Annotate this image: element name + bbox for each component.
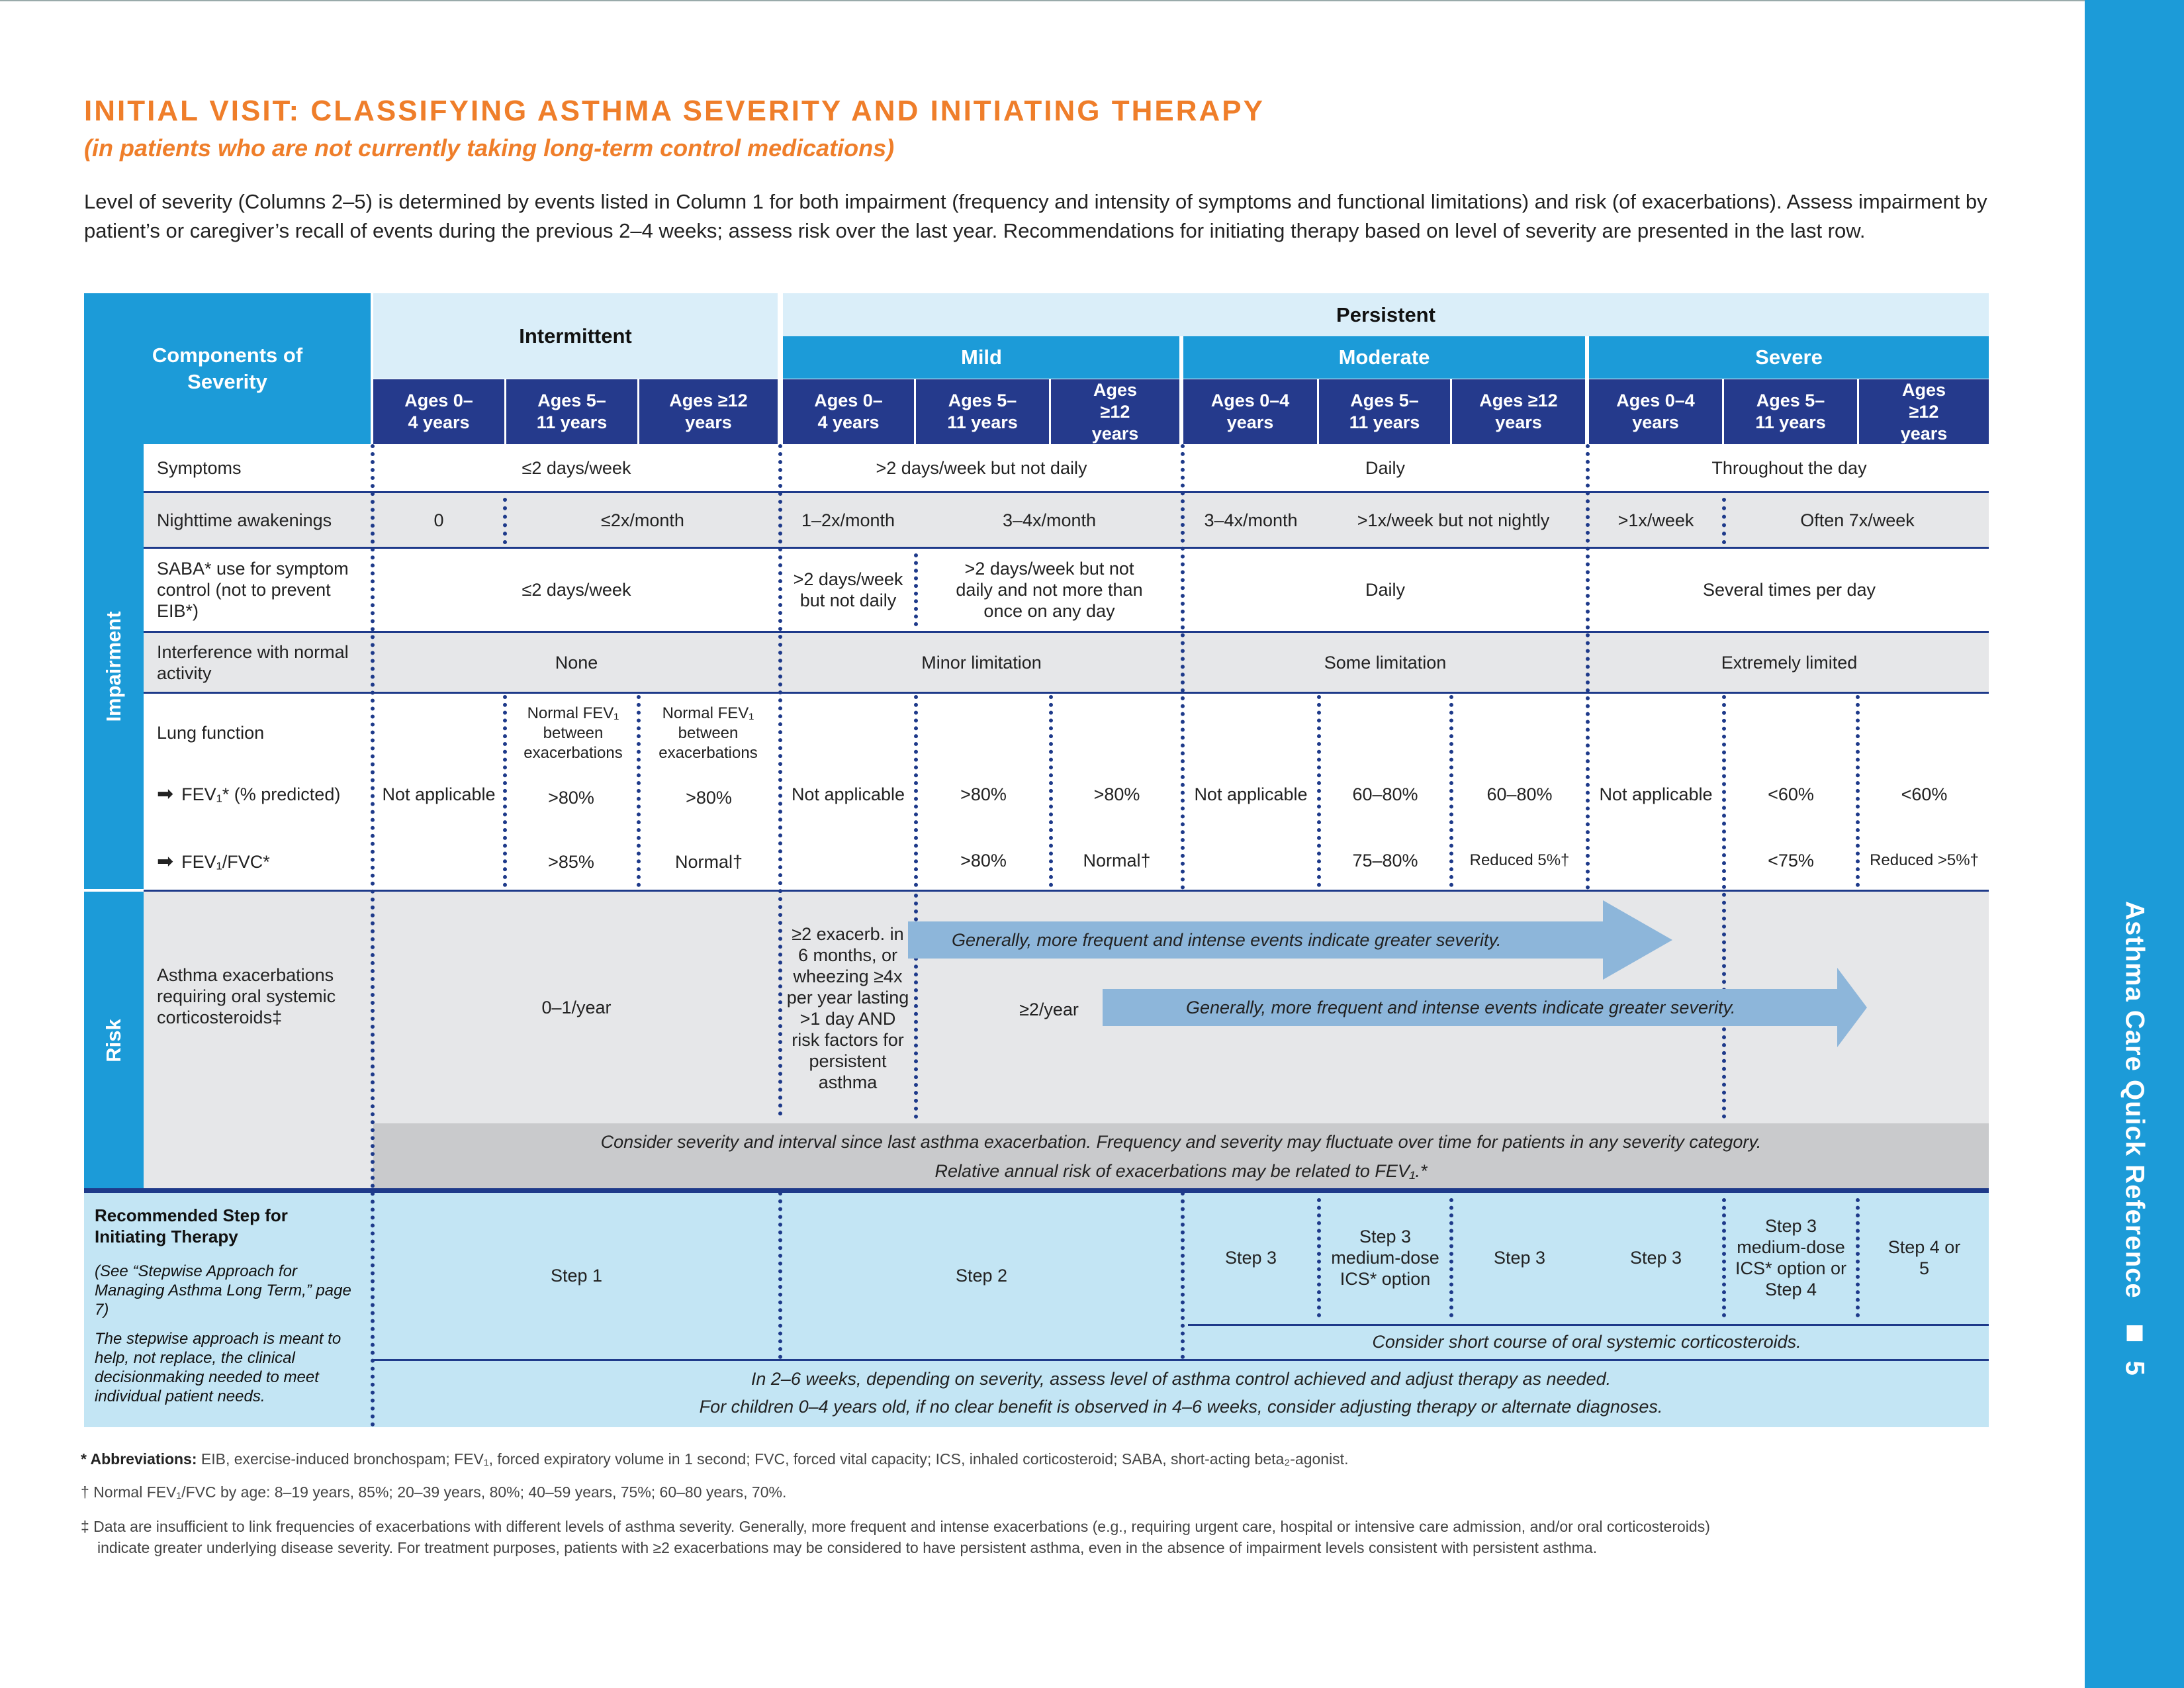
step-intermittent: Step 1 xyxy=(550,1265,603,1286)
fev1-sev-5-11: <60% xyxy=(1768,784,1814,804)
fev1-mild-12: >80% xyxy=(1093,784,1140,804)
step-sev-0-4: Step 3 xyxy=(1629,1248,1682,1268)
symptoms-label: Symptoms xyxy=(157,457,242,478)
age-header: Ages ≥12 years xyxy=(1091,379,1139,444)
risk-intermittent: 0–1/year xyxy=(541,998,612,1017)
abbrev-label: * Abbreviations: xyxy=(81,1450,197,1468)
page-title: INITIAL VISIT: CLASSIFYING ASTHMA SEVERITY AND INITIATING THERAPY xyxy=(84,95,1265,127)
recommend-note-2: The stepwise approach is meant to help, not replace, the clinical decisionmaking needed to meet individual patient needs. xyxy=(95,1330,341,1405)
nighttime-mod-0-4: 3–4x/month xyxy=(1204,510,1298,530)
lung-label: Lung function xyxy=(157,723,265,743)
interference-intermittent: None xyxy=(555,652,598,673)
lung-sev-0-4: Not applicable xyxy=(1599,784,1713,804)
fev1-row-label xyxy=(157,781,369,808)
lung-int-0-4: Not applicable xyxy=(382,784,496,804)
risk-mild-0-4: ≥2 exacerb. in 6 months, or wheezing ≥4x per year lasting >1 day AND risk factors for persistent asthma xyxy=(786,923,909,1092)
symptoms-mild: >2 days/week but not daily xyxy=(876,457,1087,478)
square-bullet-icon xyxy=(2126,1325,2142,1341)
step-sev-5-11: Step 3 medium-dose ICS* option or Step 4 xyxy=(1735,1216,1847,1299)
consider-line-1: Consider severity and interval since last asthma exacerbation. Frequency and severity may fluctuate over time for patients in any severity category. xyxy=(600,1132,1762,1152)
age-header: Ages 5–11 years xyxy=(947,391,1018,432)
short-course-note: Consider short course of oral systemic corticosteroids. xyxy=(1372,1332,1801,1352)
step-sev-12: Step 4 or 5 xyxy=(1888,1237,1961,1278)
step-mod-0-4: Step 3 xyxy=(1224,1248,1277,1268)
moderate-header: Moderate xyxy=(1338,346,1430,369)
fev1-mild-5-11: >80% xyxy=(960,784,1007,804)
nighttime-int-5-12: ≤2x/month xyxy=(601,510,684,530)
components-header: Components of Severity xyxy=(152,344,303,393)
mild-header: Mild xyxy=(961,346,1002,369)
age-header: Ages 0–4 years xyxy=(1616,391,1695,432)
dot-sep xyxy=(1722,695,1726,1119)
recommend-bottom-1: In 2–6 weeks, depending on severity, assess level of asthma control achieved and adjust therapy as needed. xyxy=(751,1369,1612,1389)
intermittent-header: Intermittent xyxy=(519,324,632,348)
nighttime-mod-5-12: >1x/week but not nightly xyxy=(1357,510,1550,530)
fev1-mod-5-11: 60–80% xyxy=(1352,784,1418,804)
top-rule xyxy=(0,0,2085,1)
right-arrow-icon: ➡ xyxy=(157,783,174,805)
saba-severe: Several times per day xyxy=(1702,580,1876,600)
intro-paragraph: Level of severity (Columns 2–5) is determined by events listed in Column 1 for both impairment (frequency and intensity of symptoms and functional limitations) and risk (of exacerbations). Assess impairment by patient’s or caregiver’s recall of events during the previous 2–4 weeks; assess risk over the last year. Recommendations for initiating therapy based on level of severity are presented in the last row. xyxy=(84,190,1987,242)
symptoms-moderate: Daily xyxy=(1365,457,1405,478)
step-mild: Step 2 xyxy=(955,1265,1008,1286)
nighttime-mild-0-4: 1–2x/month xyxy=(801,510,895,530)
hdr-sep xyxy=(778,293,783,444)
age-header: Ages ≥12 years xyxy=(1479,391,1558,432)
nighttime-sev-5-12: Often 7x/week xyxy=(1800,510,1915,530)
page-number: 5 xyxy=(2120,1360,2150,1376)
severity-arrow-2-text: Generally, more frequent and intense events indicate greater severity. xyxy=(1186,998,1736,1017)
step-mod-12: Step 3 xyxy=(1493,1248,1546,1268)
fev1-mod-12: 60–80% xyxy=(1486,784,1553,804)
saba-label: SABA* use for symptom control (not to prevent EIB*) xyxy=(157,559,349,621)
fvc-int-12: Normal† xyxy=(674,852,743,872)
fvc-label: FEV₁/FVC* xyxy=(181,852,270,872)
footnote-ddagger-2: indicate greater underlying disease severity. For treatment purposes, patients with ≥2 exacerbations may be considered to have persistent asthma, even in the absence of impairment levels consistent with persistent asthma. xyxy=(97,1539,1598,1556)
age-header: Ages ≥12 years xyxy=(1900,379,1948,444)
lung-int-normal-5-11: Normal FEV₁ between exacerbations xyxy=(523,704,623,762)
nighttime-mild-5-12: 3–4x/month xyxy=(1002,510,1097,530)
persistent-header: Persistent xyxy=(1336,303,1435,326)
nighttime-int-0-4: 0 xyxy=(433,510,444,530)
fvc-mod-5-11: 75–80% xyxy=(1352,851,1418,870)
fev1-int-12: >80% xyxy=(686,788,732,808)
side-title xyxy=(2120,901,2150,1376)
lung-mod-0-4: Not applicable xyxy=(1194,784,1308,804)
fvc-mild-5-11: >80% xyxy=(960,851,1007,870)
severity-arrow-1-text: Generally, more frequent and intense events indicate greater severity. xyxy=(952,930,1502,950)
fev1-int-5-11: >80% xyxy=(548,788,594,808)
age-header: Ages 5–11 years xyxy=(536,391,608,432)
lung-int-normal-12: Normal FEV₁ between exacerbations xyxy=(659,704,758,762)
side-bar xyxy=(2085,0,2184,1688)
fvc-mod-12: Reduced 5%† xyxy=(1469,851,1570,869)
fvc-int-5-11: >85% xyxy=(548,852,594,872)
age-header: Ages 0–4 years xyxy=(404,391,473,432)
side-title-text: Asthma Care Quick Reference xyxy=(2120,901,2150,1299)
abbrev-text: EIB, exercise-induced bronchospam; FEV₁, forced expiratory volume in 1 second; FVC, forced vital capacity; ICS, inhaled corticosteroid; SABA, short-acting beta₂-agonist. xyxy=(201,1450,1349,1468)
footnote-ddagger-1: ‡ Data are insufficient to link frequencies of exacerbations with different levels of asthma severity. Generally, more frequent and intense exacerbations (e.g., requiring urgent care, hospital or intensive care admission, and/or oral corticosteroids) xyxy=(81,1518,1710,1535)
lung-mild-0-4: Not applicable xyxy=(791,784,905,804)
nighttime-label: Nighttime awakenings xyxy=(157,510,332,530)
age-header: Ages 0–4 years xyxy=(1210,391,1290,432)
fev1-label: FEV₁* (% predicted) xyxy=(181,784,341,804)
interference-mild: Minor limitation xyxy=(921,652,1042,673)
row-line xyxy=(144,692,1989,694)
saba-moderate: Daily xyxy=(1365,580,1405,600)
interference-label: Interference with normal activity xyxy=(157,641,349,683)
saba-mild-0-4: >2 days/week but not daily xyxy=(793,569,903,610)
saba-intermittent: ≤2 days/week xyxy=(522,580,631,600)
impairment-label: Impairment xyxy=(102,611,125,722)
footnote-dagger: † Normal FEV₁/FVC by age: 8–19 years, 85%; 20–39 years, 80%; 40–59 years, 75%; 60–80 years, 70%. xyxy=(81,1483,787,1501)
nighttime-sev-0-4: >1x/week xyxy=(1617,510,1694,530)
risk-label-text: Asthma exacerbations requiring oral systemic corticosteroids‡ xyxy=(157,965,336,1027)
interference-severe: Extremely limited xyxy=(1721,652,1858,673)
recommend-bottom-2: For children 0–4 years old, if no clear benefit is observed in 4–6 weeks, consider adjusting therapy or alternate diagnoses. xyxy=(699,1397,1663,1417)
footnote-abbreviations xyxy=(81,1448,1348,1470)
age-header: Ages 5–11 years xyxy=(1755,391,1826,432)
recommend-title: Recommended Step for Initiating Therapy xyxy=(95,1205,288,1246)
symptoms-severe: Throughout the day xyxy=(1711,457,1867,478)
age-header: Ages 5–11 years xyxy=(1349,391,1420,432)
fvc-sev-5-11: <75% xyxy=(1768,851,1814,870)
fev1-sev-12: <60% xyxy=(1901,784,1948,804)
interference-moderate: Some limitation xyxy=(1324,652,1447,673)
symptoms-intermittent: ≤2 days/week xyxy=(522,457,631,478)
row-line xyxy=(373,1359,1989,1361)
age-header: Ages ≥12 years xyxy=(669,391,748,432)
risk-mild-5-12: ≥2/year xyxy=(1019,1000,1079,1019)
saba-mild-5-12: >2 days/week but not daily and not more than once on any day xyxy=(956,559,1143,621)
step-mod-5-11: Step 3 medium-dose ICS* option xyxy=(1331,1227,1439,1289)
recommend-note-1: (See “Stepwise Approach for Managing Asthma Long Term,” page 7) xyxy=(95,1262,351,1319)
risk-label: Risk xyxy=(102,1019,125,1062)
severe-header: Severe xyxy=(1755,346,1823,369)
fvc-mild-12: Normal† xyxy=(1083,851,1151,870)
page-subtitle: (in patients who are not currently taking long-term control medications) xyxy=(84,134,895,162)
fvc-sev-12: Reduced >5%† xyxy=(1870,851,1979,869)
consider-line-2: Relative annual risk of exacerbations may be related to FEV₁.* xyxy=(934,1161,1428,1181)
right-arrow-icon: ➡ xyxy=(157,851,174,872)
fvc-row-label xyxy=(157,847,369,876)
age-header: Ages 0–4 years xyxy=(814,391,883,432)
